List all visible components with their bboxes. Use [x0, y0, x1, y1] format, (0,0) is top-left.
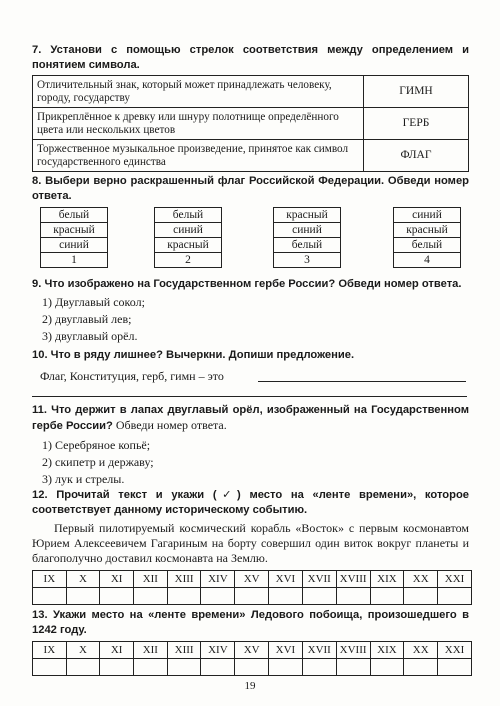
q13-title: 13. Укажи место на «ленте времени» Ледового побоища, произошедшего в 1242 году.: [32, 609, 469, 636]
century-cell: XVII: [302, 571, 336, 588]
q12-text: Первый пилотируемый космический корабль «Восток» с первым космонавтом Юрием Алексеевичем Гагариным на борту совершил один виток вокруг планеты и благополучно доставил космонавта на Землю.: [32, 521, 469, 565]
century-cell: XV: [235, 642, 269, 659]
timeline-q12: [32, 570, 472, 605]
timeline-answer-row: [33, 659, 472, 676]
q11-option-1[interactable]: 1) Серебряное копьё;: [42, 438, 151, 452]
flag-option-4[interactable]: [393, 207, 461, 268]
definition-2[interactable]: Прикреплённое к древку или шнуру полотнище определённого цвета или нескольких цветов: [33, 108, 364, 140]
flag-option-1[interactable]: [40, 207, 108, 268]
answer-cell[interactable]: [100, 588, 134, 605]
century-cell: XIX: [370, 571, 404, 588]
answer-cell[interactable]: [201, 659, 235, 676]
flag-stripe: синий: [274, 223, 341, 238]
century-cell: XI: [100, 642, 134, 659]
flag-stripe: красный: [155, 238, 222, 253]
flag-stripe: красный: [394, 223, 461, 238]
answer-cell[interactable]: [100, 659, 134, 676]
q11-title-plain: Обведи номер ответа.: [112, 418, 227, 432]
century-cell: XV: [235, 571, 269, 588]
answer-cell[interactable]: [33, 659, 67, 676]
q11-option-3[interactable]: 3) лук и стрелы.: [42, 472, 125, 486]
q9-title: 9. Что изображено на Государственном гербе России? Обведи номер ответа.: [32, 278, 462, 290]
century-cell: XVIII: [336, 642, 370, 659]
century-cell: XIX: [370, 642, 404, 659]
century-cell: XII: [133, 642, 167, 659]
century-cell: XVI: [269, 642, 303, 659]
answer-cell[interactable]: [133, 588, 167, 605]
q9-option-1[interactable]: 1) Двуглавый сокол;: [42, 295, 145, 309]
table-row: [33, 76, 469, 108]
answer-cell[interactable]: [438, 659, 472, 676]
century-cell: XVIII: [336, 571, 370, 588]
answer-cell[interactable]: [33, 588, 67, 605]
flag-number[interactable]: 3: [274, 253, 341, 268]
century-cell: XIV: [201, 571, 235, 588]
answer-cell[interactable]: [133, 659, 167, 676]
timeline-centuries: [33, 642, 472, 659]
flag-number[interactable]: 4: [394, 253, 461, 268]
page-number: 19: [244, 680, 256, 692]
table-row: [33, 140, 469, 172]
term-2[interactable]: ГЕРБ: [364, 108, 469, 140]
timeline-q13: [32, 641, 472, 676]
answer-cell[interactable]: [302, 588, 336, 605]
timeline-answer-row: [33, 588, 472, 605]
answer-cell[interactable]: [302, 659, 336, 676]
century-cell: XVII: [302, 642, 336, 659]
flag-stripe: синий: [394, 208, 461, 223]
answer-cell[interactable]: [269, 588, 303, 605]
century-cell: X: [66, 642, 100, 659]
q11-title: [32, 403, 469, 434]
answer-cell[interactable]: [336, 659, 370, 676]
answer-cell[interactable]: [370, 659, 404, 676]
flag-stripe: белый: [155, 208, 222, 223]
century-cell: IX: [33, 571, 67, 588]
flag-stripe: красный: [274, 208, 341, 223]
answer-cell[interactable]: [370, 588, 404, 605]
answer-cell[interactable]: [269, 659, 303, 676]
definition-3[interactable]: Торжественное музыкальное произведение, принятое как символ государственного единства: [33, 140, 364, 172]
answer-cell[interactable]: [66, 588, 100, 605]
term-3[interactable]: ФЛАГ: [364, 140, 469, 172]
flag-option-3[interactable]: [273, 207, 341, 268]
q7-match-table: [32, 75, 469, 172]
century-cell: IX: [33, 642, 67, 659]
flag-number[interactable]: 2: [155, 253, 222, 268]
answer-cell[interactable]: [404, 659, 438, 676]
q10-title: 10. Что в ряду лишнее? Вычеркни. Допиши предложение.: [32, 349, 355, 361]
answer-cell[interactable]: [66, 659, 100, 676]
q8-title: 8. Выбери верно раскрашенный флаг Российской Федерации. Обведи номер ответа.: [32, 175, 469, 202]
q12-title: 12. Прочитай текст и укажи (✓) место на «ленте времени», которое соответствует данному историческому событию.: [32, 489, 469, 516]
timeline-centuries: [33, 571, 472, 588]
flag-stripe: красный: [41, 223, 108, 238]
answer-cell[interactable]: [438, 588, 472, 605]
century-cell: XX: [404, 571, 438, 588]
century-cell: XXI: [438, 571, 472, 588]
table-row: [33, 108, 469, 140]
century-cell: XVI: [269, 571, 303, 588]
term-1[interactable]: ГИМН: [364, 76, 469, 108]
flag-number[interactable]: 1: [41, 253, 108, 268]
answer-cell[interactable]: [201, 588, 235, 605]
q9-option-3[interactable]: 3) двуглавый орёл.: [42, 329, 138, 343]
answer-cell[interactable]: [404, 588, 438, 605]
flag-stripe: белый: [394, 238, 461, 253]
answer-line[interactable]: [258, 381, 466, 382]
flag-stripe: белый: [274, 238, 341, 253]
q11-title-bold: 11. Что держит в лапах двуглавый орёл, изображенный на Государственном гербе России?: [32, 404, 469, 432]
century-cell: XXI: [438, 642, 472, 659]
flag-stripe: белый: [41, 208, 108, 223]
century-cell: XI: [100, 571, 134, 588]
century-cell: X: [66, 571, 100, 588]
flag-option-2[interactable]: [154, 207, 222, 268]
century-cell: XIII: [167, 571, 201, 588]
century-cell: XX: [404, 642, 438, 659]
answer-cell[interactable]: [235, 659, 269, 676]
answer-cell[interactable]: [167, 659, 201, 676]
answer-cell[interactable]: [336, 588, 370, 605]
q9-option-2[interactable]: 2) двуглавый лев;: [42, 312, 132, 326]
answer-cell[interactable]: [235, 588, 269, 605]
century-cell: XIV: [201, 642, 235, 659]
answer-line[interactable]: [32, 396, 467, 397]
definition-1[interactable]: Отличительный знак, который может принадлежать человеку, городу, государству: [33, 76, 364, 108]
century-cell: XII: [133, 571, 167, 588]
answer-cell[interactable]: [167, 588, 201, 605]
flag-stripe: синий: [41, 238, 108, 253]
q10-sentence: Флаг, Конституция, герб, гимн – это: [40, 369, 224, 383]
flag-stripe: синий: [155, 223, 222, 238]
q7-title: 7. Установи с помощью стрелок соответствия между определением и понятием символа.: [32, 44, 469, 71]
q11-option-2[interactable]: 2) скипетр и державу;: [42, 455, 154, 469]
century-cell: XIII: [167, 642, 201, 659]
